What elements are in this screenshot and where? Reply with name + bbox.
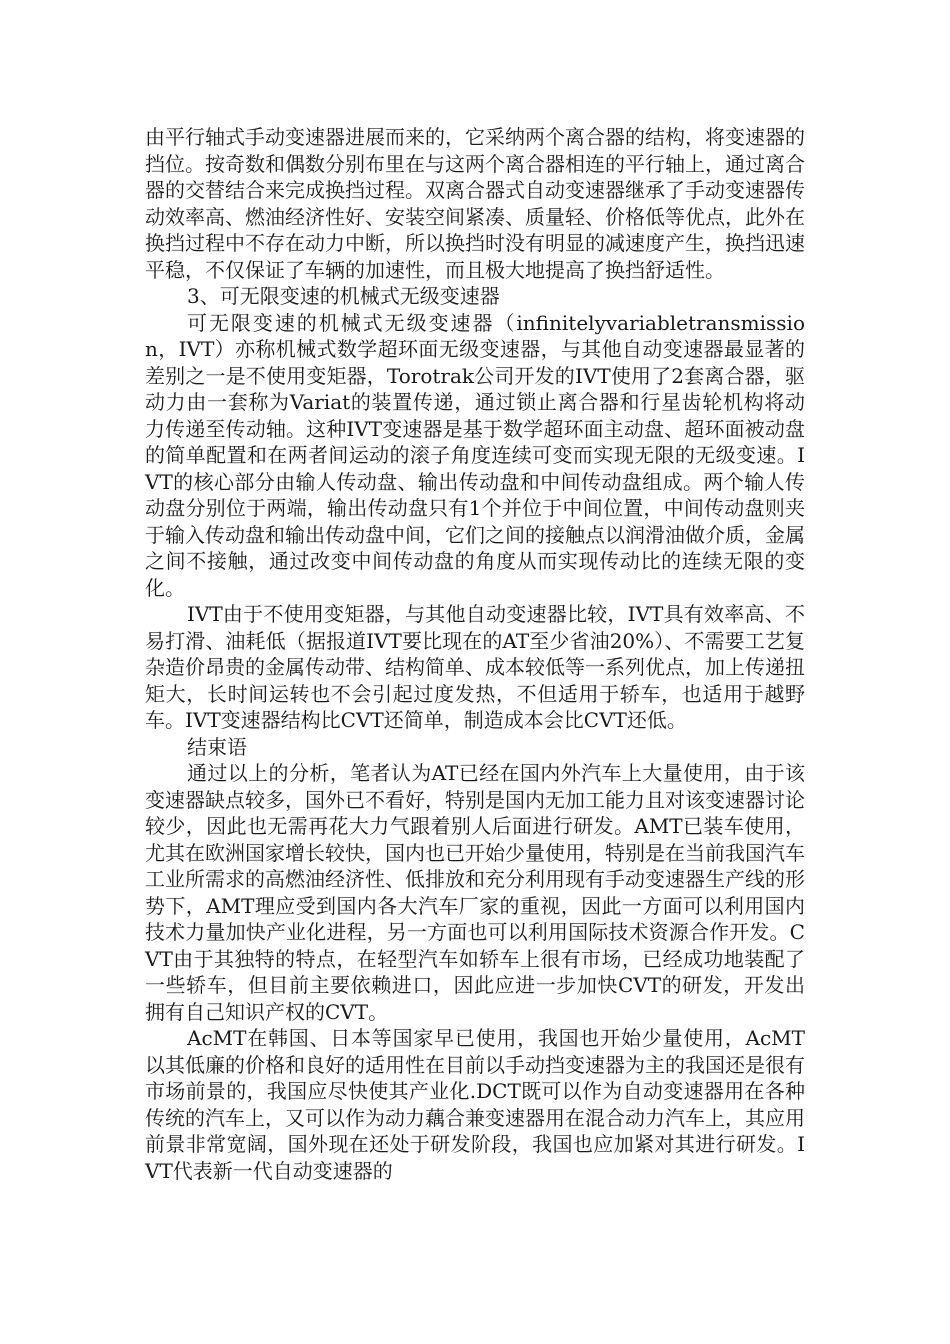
paragraph-conclusion-acmt-dct-ivt: AcMT在韩国、日本等国家早已使用，我国也开始少量使用，AcMT以其低廉的价格和良好的适用性在目前以手动挡变速器为主的我国还是很有市场前景的，我国应尽快使其产业化.DCT既可以作为自动变速器用在各种传统的汽车上，又可以作为动力藕合兼变速器用在混合动力汽车上，其应用前景非常宽阔，国外现在还处于研发阶段，我国也应加紧对其进行研发。IVT代表新一代自动变速器的 xyxy=(145,1026,805,1183)
paragraph-dct-continued: 由平行轴式手动变速器进展而来的，它采纳两个离合器的结构，将变速器的挡位。按奇数和偶数分别布里在与这两个离合器相连的平行轴上，通过离合器的交替结合来完成换挡过程。双离合器式自动变速器继承了手动变速器传动效率高、燃油经济性好、安装空间紧凑、质量轻、价格低等优点，此外在换挡过程中不存在动力中断，所以换挡时没有明显的减速度产生，换挡迅速平稳，不仅保证了车辆的加速性，而且极大地提高了换挡舒适性。 xyxy=(145,125,805,282)
document-body xyxy=(145,124,805,1184)
section-heading-conclusion: 结束语 xyxy=(187,734,247,759)
paragraph-ivt-intro: 可无限变速的机械式无级变速器（infinitelyvariabletransmission，IVT）亦称机械式数学超环面无级变速器，与其他自动变速器最显著的差别之一是不使用变矩器，Torotrak公司开发的IVT使用了2套离合器，驱动力由一套称为Variat的装置传递，通过锁止离合器和行星齿轮机构将动力传递至传动轴。这种IVT变速器是基于数学超环面主动盘、超环面被动盘的简单配置和在两者间运动的滚子角度连续可变而实现无限的无级变速。IVT的核心部分由输人传动盘、输出传动盘和中间传动盘组成。两个输人传动盘分别位于两端，输出传动盘只有1个并位于中间位置，中间传动盘则夹于输入传动盘和输出传动盘中间，它们之间的接触点以润滑油做介质，金属之间不接触，通过改变中间传动盘的角度从而实现传动比的连续无限的变化。 xyxy=(145,310,805,600)
section-heading-ivt: 3、可无限变速的机械式无级变速器 xyxy=(187,284,500,308)
paragraph-ivt-advantages: IVT由于不使用变矩器，与其他自动变速器比较，IVT具有效率高、不易打滑、油耗低（据报道IVT要比现在的AT至少省油20%）、不需要工艺复杂造价昂贵的金属传动带、结构简单、成本较低等一系列优点，加上传递扭矩大，长时间运转也不会引起过度发热，不但适用于轿车，也适用于越野车。IVT变速器结构比CVT还简单，制造成本会比CVT还低。 xyxy=(145,602,805,732)
paragraph-conclusion-at-amt-cvt: 通过以上的分析，笔者认为AT已经在国内外汽车上大量使用，由于该变速器缺点较多，国外已不看好，特别是国内无加工能力且对该变速器讨论较少，因此也无需再花大力气跟着别人后面进行研发。AMT已装车使用，尤其在欧洲国家增长较快，国内也已开始少量使用，特别是在当前我国汽车工业所需求的高燃油经济性、低排放和充分利用现有手动变速器生产线的形势下，AMT理应受到国内各大汽车厂家的重视，因此一方面可以利用国内技术力量加快产业化进程，另一方面也可以利用国际技术资源合作开发。CVT由于其独特的特点，在轻型汽车如轿车上很有市场，已经成功地装配了一些轿车，但目前主要依赖进口，因此应进一步加快CVT的研发，开发出拥有自己知识产权的CVT。 xyxy=(145,761,805,1024)
